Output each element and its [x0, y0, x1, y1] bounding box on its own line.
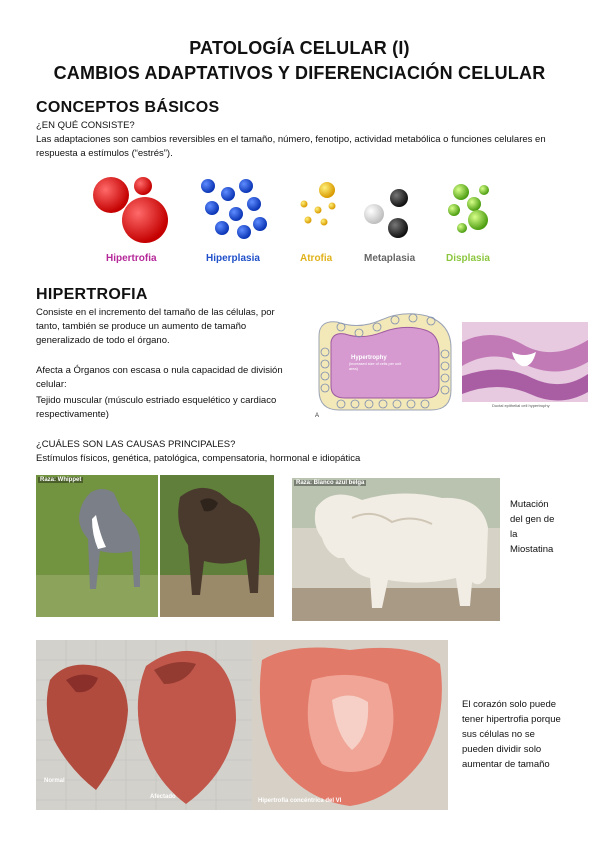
basics-text: Las adaptaciones son cambios reversibles en el tamaño, número, fenotipo, actividad metabólica o funciones celulares en respuesta a estímulos (“estrés”).	[36, 134, 546, 159]
hypertrophy-affects: Afecta a Órganos con escasa o nula capacidad de división celular:	[36, 365, 283, 390]
label-metaplasia: Metaplasia	[364, 253, 416, 264]
label-hipertrofia: Hipertrofia	[106, 253, 157, 264]
label-displasia: Displasia	[446, 253, 490, 264]
page-subtitle: CAMBIOS ADAPTATIVOS Y DIFERENCIACIÓN CELULAR	[53, 63, 546, 83]
heart-concentric-label: Hipertrofia concéntrica del VI	[258, 798, 342, 804]
micrograph-image	[462, 322, 588, 412]
basics-question: ¿EN QUÉ CONSISTE?	[36, 120, 135, 131]
section-heading-hypertrophy: HIPERTROFIA	[36, 286, 148, 303]
causes-text: Estímulos físicos, genética, patológica, compensatoria, hormonal e idiopática	[36, 453, 361, 464]
whippet-tag: Raza: Whippet	[40, 477, 82, 483]
heart-explanation-text: El corazón solo puede tener hipertrofia porque sus células no se pueden dividir solo aumentar de tamaño	[462, 699, 561, 770]
diagram-label: Hypertrophy	[351, 355, 387, 361]
hearts-comparison-photo	[36, 640, 252, 810]
micrograph-caption: Ductal epithelial cell hypertrophy	[492, 403, 550, 408]
hypertrophy-tissue: Tejido muscular (músculo estriado esquelético y cardiaco respectivamente)	[36, 395, 277, 420]
concentric-hypertrophy-photo	[252, 640, 448, 810]
whippet-photo	[36, 475, 158, 617]
mutation-text: Mutación del gen de la Miostatina	[510, 499, 555, 555]
section-heading-basics: CONCEPTOS BÁSICOS	[36, 99, 220, 116]
diagram-sublabel: (increased size of cells per unit area)	[349, 362, 402, 371]
muscular-whippet-photo	[160, 475, 274, 617]
heart-normal-label: Normal	[44, 778, 65, 784]
hypertrophy-definition: Consiste en el incremento del tamaño de las células, por tanto, también se produce un aumento de tamaño generalizado de todo el órgano.	[36, 307, 275, 346]
causes-question: ¿CUÁLES SON LAS CAUSAS PRINCIPALES?	[36, 439, 236, 450]
label-hiperplasia: Hiperplasia	[206, 253, 260, 264]
belgian-blue-cow-photo	[292, 478, 500, 621]
label-atrofia: Atrofia	[300, 253, 333, 264]
cow-tag: Raza: Blanco azul belga	[296, 480, 365, 486]
diagram-letter: A	[315, 413, 320, 419]
heart-affected-label: Afectado	[150, 794, 176, 800]
page-title: PATOLOGÍA CELULAR (I)	[189, 38, 410, 58]
